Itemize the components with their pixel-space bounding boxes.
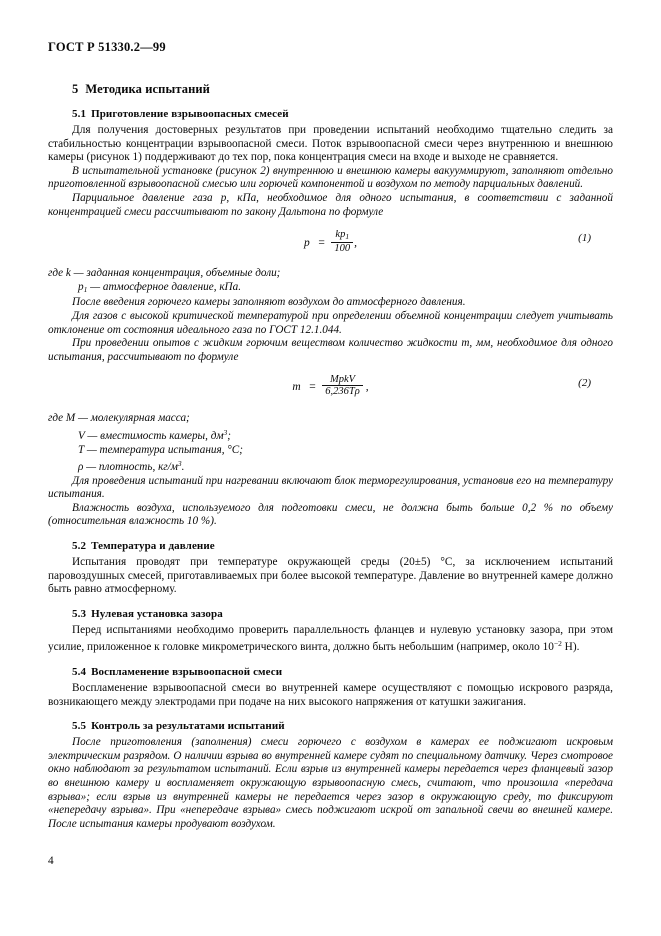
formula-2-fraction: [322, 374, 363, 398]
paragraph: После приготовления (заполнения) смеси горючего с воздухом в камерах ее поджигают искровым электрическим разрядом. О наличии взрыва во внутренней камере судят по специальному датчику. Через смотровое окно наблюдают за результатом испытаний. Если взрыв из внутренней камеры передается через фланцевый зазор во внешнюю камеру и воспламеняет окружающую взрывоопасную смесь, считают, что произошла «передача взрыва»; если взрыв из внутренней камеры не передается через зазор в окружающую среду, то фиксируют «непередачу взрыва». При «непередаче взрыва» смесь поджигают искрой от запальной свечи во внешней камере. После испытания камеры продувают воздухом.: [48, 736, 613, 830]
legend-variable-v-tail: ;: [227, 429, 231, 442]
subsection-heading-5-1: [48, 108, 613, 120]
paragraph: Для газов с высокой критической температурой при определении объемной концентрации следует учитывать отклонение от состояния идеального газа по ГОСТ 12.1.044.: [48, 309, 613, 336]
formula-2-lhs: m: [292, 381, 301, 394]
paragraph: Воспламенение взрывоопасной смеси во внутренней камере осуществляют с помощью искрового разряда, возникающего между электродами при подаче на них высокого напряжения от катушки зажигания.: [48, 682, 613, 708]
subsection-heading-5-2: [48, 540, 613, 552]
subsection-heading-5-4: [48, 666, 613, 678]
subsection-title-5-1: Приготовление взрывоопасных смесей: [91, 108, 289, 120]
paragraph: [48, 624, 613, 655]
paragraph: Испытания проводят при температуре окружающей среды (20±5) °С, за исключением испытаний паровоздушных смесей, приготавливаемых при более высокой температуре. Давление во внутренней камере должно быть равно атмосферному.: [48, 556, 613, 596]
formula-1-lhs: p: [303, 237, 310, 250]
paragraph: После введения горючего камеры заполняют воздухом до атмосферного давления.: [72, 296, 466, 309]
paragraph: Для получения достоверных результатов при проведении испытаний необходимо тщательно следить за стабильностью концентрации взрывоопасной смеси. Поток взрывоопасной смеси через внутреннюю и внешнюю камеры (рисунок 1) поддерживают до тех пор, пока концентрация смеси на входе и выходе не сравняется.: [48, 124, 613, 164]
formula-1-equals: =: [317, 237, 326, 250]
section-heading-5: [48, 82, 613, 97]
formula-1-legend-intro: где k — заданная концентрация, объемные доли;: [48, 267, 281, 280]
subsection-heading-5-3: [48, 608, 613, 620]
formula-1: [48, 230, 613, 256]
formula-1-row: [48, 228, 613, 258]
formula-2-legend-line-v: [48, 426, 613, 444]
paragraph: В испытательной установке (рисунок 2) внутреннюю и внешнюю камеры вакууммируют, заполняют отдельно приготовленной взрывоопасной смесью или горючей компонентой и воздухом по методу парциальных давлений.: [48, 164, 613, 191]
subsection-number-5-4: 5.4: [72, 666, 87, 679]
formula-2-legend-intro: где M — молекулярная масса;: [48, 412, 190, 425]
section-title-5: Методика испытаний: [85, 82, 210, 96]
formula-1-denominator: 100: [331, 242, 353, 255]
page-content: [48, 68, 613, 831]
formula-2-comma: ,: [365, 381, 369, 394]
formula-1-numerator: [331, 229, 353, 242]
subsection-number-5-5: 5.5: [72, 720, 87, 733]
legend-variable-rho-tail: .: [181, 461, 185, 474]
formula-2-equals: =: [308, 381, 317, 394]
subsection-title-5-5: Контроль за результатами испытаний: [91, 720, 285, 733]
legend-variable-desc: — атмосферное давление, кПа.: [87, 280, 242, 293]
paragraph-text-part: Перед испытаниями необходимо проверить параллельность фланцев и нулевую установку зазора, при этом усилие, приложенное к головке микрометрического винта, должно быть небольшим (например, около 10: [48, 623, 613, 654]
subsection-title-5-4: Воспламенение взрывоопасной смеси: [91, 666, 283, 679]
subsection-number-5-3: 5.3: [72, 607, 87, 620]
paragraph: Влажность воздуха, используемого для подготовки смеси, не должна быть больше 0,2 % по объему (относительная влажность 10 %).: [48, 501, 613, 528]
formula-2-numerator: MpkV: [330, 374, 356, 386]
paragraph-text-part: Н).: [561, 641, 580, 654]
legend-variable: p: [78, 280, 84, 293]
formula-1-numerator-subscript: 1: [345, 232, 350, 242]
legend-variable-v-superscript: 3: [223, 427, 228, 437]
formula-1-label: (1): [578, 232, 591, 245]
legend-variable-v: V — вместимость камеры, дм: [78, 429, 224, 442]
subsection-number-5-2: 5.2: [72, 540, 87, 553]
subsection-heading-5-5: [48, 720, 613, 732]
subsection-number-5-1: 5.1: [72, 108, 87, 120]
formula-1-legend-line-2: [48, 281, 613, 297]
formula-2: [48, 375, 613, 399]
subsection-title-5-3: Нулевая установка зазора: [91, 607, 223, 620]
formula-2-label: (2): [578, 377, 591, 390]
formula-2-legend-line-t: T — температура испытания, °С;: [78, 443, 243, 456]
section-number-5: 5: [72, 82, 79, 96]
legend-variable-subscript: 1: [83, 284, 88, 294]
formula-1-fraction: [331, 229, 353, 255]
paragraph: Для проведения испытаний при нагревании включают блок терморегулирования, установив его на температуру испытания.: [48, 474, 613, 501]
exponent-superscript: −2: [553, 639, 562, 649]
legend-variable-rho-superscript: 3: [177, 459, 182, 469]
subsection-title-5-2: Температура и давление: [91, 540, 215, 553]
formula-2-row: [48, 373, 613, 403]
paragraph: Парциальное давление газа p, кПа, необходимое для одного испытания, в соответствии с заданной концентрацией смеси рассчитывают по закону Дальтона по формуле: [48, 191, 613, 218]
legend-variable-rho: ρ — плотность, кг/м: [78, 461, 178, 474]
standard-header: ГОСТ Р 51330.2—99: [48, 40, 166, 54]
formula-2-legend-line-rho: [48, 457, 613, 475]
formula-1-comma: ,: [354, 237, 357, 250]
paragraph: При проведении опытов с жидким горючим веществом количество жидкости m, мм, необходимое для одного испытания, рассчитывают по формуле: [48, 337, 613, 363]
formula-2-denominator: 6,236Tρ: [322, 385, 363, 398]
formula-1-numerator-text: kp: [335, 229, 346, 241]
page-number: 4: [48, 855, 54, 867]
